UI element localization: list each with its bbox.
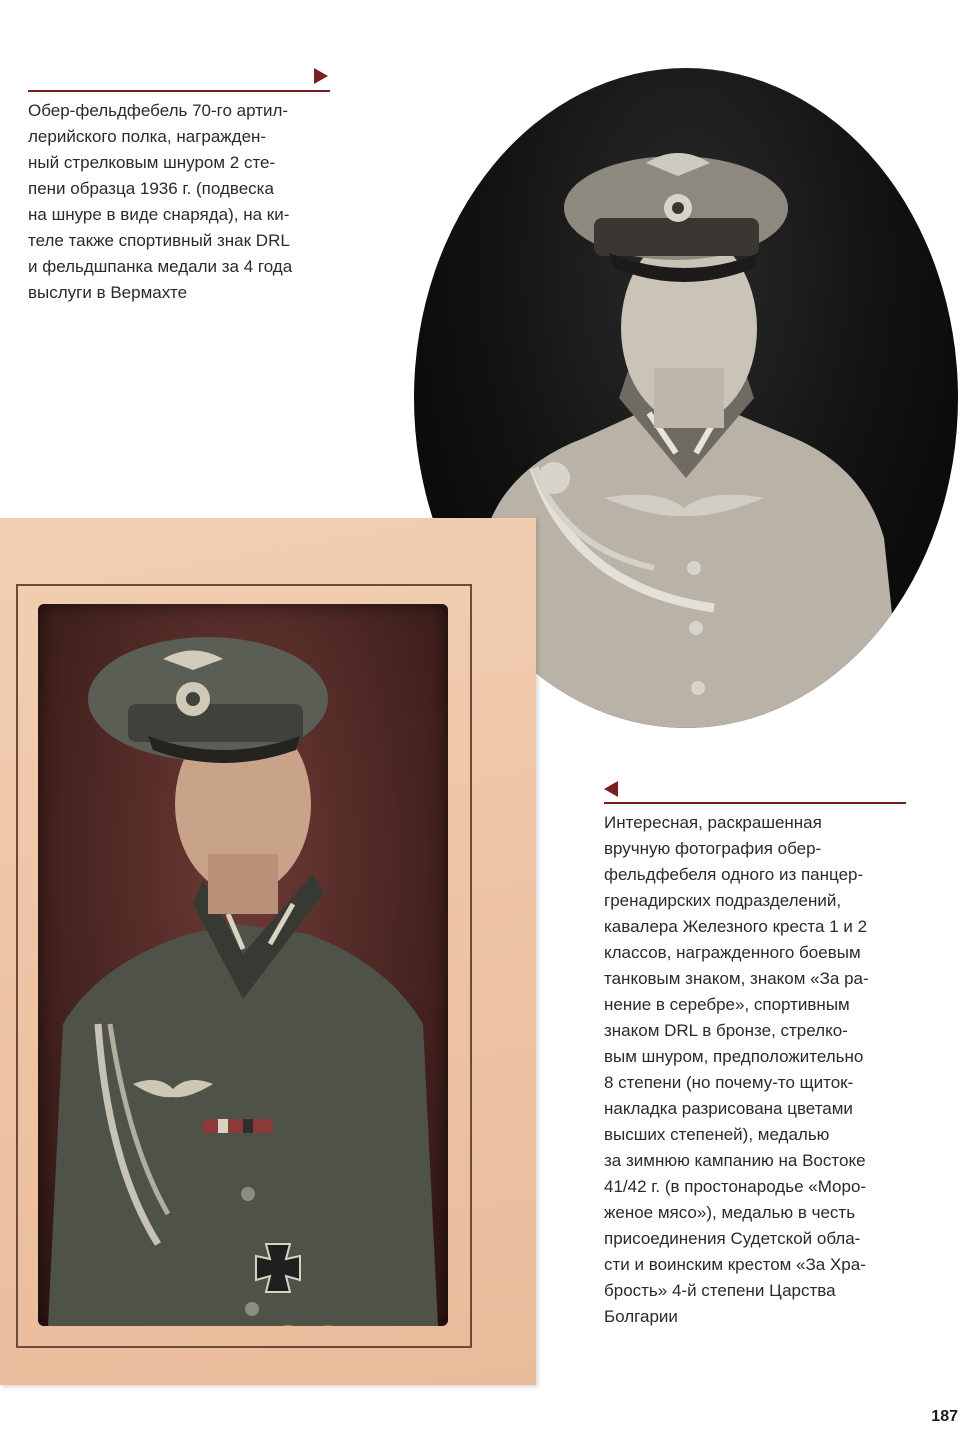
framed-portrait-photo [0, 518, 536, 1385]
caption-bottom-line: высших степеней), медалью [604, 1125, 830, 1144]
caption-top-line: и фельдшпанка медали за 4 года [28, 257, 293, 276]
caption-bottom-line: сти и воинским крестом «За Хра- [604, 1255, 866, 1274]
caption-bottom-line: брость» 4-й степени Царства [604, 1281, 836, 1300]
caption-top-line: лерийского полка, награжден- [28, 127, 267, 146]
caption-bottom-line: фельдфебеля одного из панцер- [604, 865, 864, 884]
caption-top-rule [28, 90, 330, 92]
caption-top-line: Обер-фельдфебель 70-го артил- [28, 101, 289, 120]
caption-bottom-line: знаком DRL в бронзе, стрелко- [604, 1021, 848, 1040]
caption-bottom-line: вручную фотография обер- [604, 839, 822, 858]
caption-top-line: теле также спортивный знак DRL [28, 231, 290, 250]
framed-portrait-image [38, 604, 448, 1326]
caption-bottom-line: накладка разрисована цветами [604, 1099, 853, 1118]
caption-bottom-line: за зимнюю кампанию на Востоке [604, 1151, 866, 1170]
caption-bottom-rule [604, 802, 906, 804]
caption-bottom-line: танковым знаком, знаком «За ра- [604, 969, 869, 988]
caption-bottom-line: нение в серебре», спортивным [604, 995, 850, 1014]
caption-bottom-line: классов, награжденного боевым [604, 943, 861, 962]
caption-bottom-line: Болгарии [604, 1307, 678, 1326]
caption-bottom-line: Интересная, раскрашенная [604, 813, 822, 832]
caption-top [28, 98, 338, 306]
caption-bottom-line: кавалера Железного креста 1 и 2 [604, 917, 868, 936]
caption-bottom-arrow-icon [604, 781, 618, 797]
caption-top-line: на шнуре в виде снаряда), на ки- [28, 205, 290, 224]
caption-top-arrow-icon [314, 68, 328, 84]
page-number: 187 [931, 1408, 958, 1425]
caption-bottom-line: гренадирских подразделений, [604, 891, 842, 910]
caption-bottom-line: 41/42 г. (в простонародье «Моро- [604, 1177, 867, 1196]
caption-top-line: ный стрелковым шнуром 2 сте- [28, 153, 276, 172]
caption-top-line: выслуги в Вермахте [28, 283, 188, 302]
caption-bottom-line: женое мясо»), медалью в честь [604, 1203, 856, 1222]
framed-portrait-illustration [38, 604, 448, 1326]
caption-bottom-line: 8 степени (но почему-то щиток- [604, 1073, 854, 1092]
caption-top-line: пени образца 1936 г. (подвеска [28, 179, 274, 198]
caption-bottom-line: присоединения Судетской обла- [604, 1229, 861, 1248]
caption-bottom [604, 810, 944, 1330]
caption-bottom-line: вым шнуром, предположительно [604, 1047, 864, 1066]
